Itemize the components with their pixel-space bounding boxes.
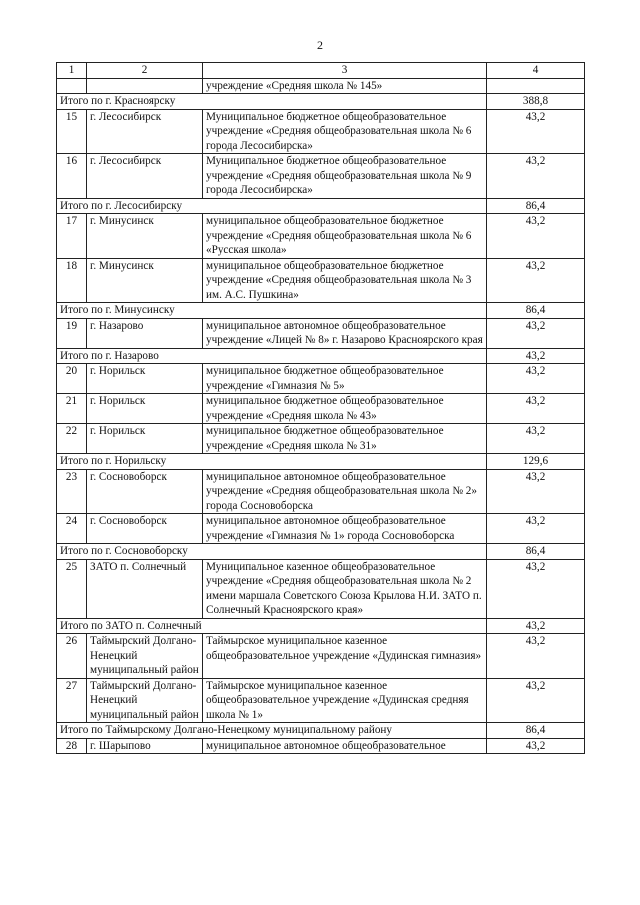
subtotal-label: Итого по Таймырскому Долгано-Ненецкому муниципальному району bbox=[57, 723, 487, 739]
table-row bbox=[57, 634, 585, 679]
row-city: г. Минусинск bbox=[87, 258, 203, 303]
row-institution: муниципальное общеобразовательное бюджетное учреждение «Средняя общеобразовательная школа № 3 им. А.С. Пушкина» bbox=[203, 258, 487, 303]
row-institution: Муниципальное бюджетное общеобразовательное учреждение «Средняя общеобразовательная школа № 9 города Лесосибирска» bbox=[203, 154, 487, 199]
row-value: 43,2 bbox=[487, 214, 585, 259]
row-number: 18 bbox=[57, 258, 87, 303]
subtotal-row bbox=[57, 303, 585, 319]
subtotal-value: 388,8 bbox=[487, 94, 585, 110]
row-number: 28 bbox=[57, 738, 87, 754]
page-number: 2 bbox=[317, 38, 323, 52]
subtotal-row bbox=[57, 454, 585, 470]
row-number: 17 bbox=[57, 214, 87, 259]
row-number: 23 bbox=[57, 469, 87, 514]
subtotal-value: 86,4 bbox=[487, 544, 585, 560]
table-row bbox=[57, 559, 585, 618]
row-city: г. Лесосибирск bbox=[87, 109, 203, 154]
row-value: 43,2 bbox=[487, 559, 585, 618]
subtotal-row bbox=[57, 198, 585, 214]
row-city: г. Норильск bbox=[87, 424, 203, 454]
row-value bbox=[487, 78, 585, 94]
row-number: 24 bbox=[57, 514, 87, 544]
table-row bbox=[57, 678, 585, 723]
subtotal-label: Итого по г. Лесосибирску bbox=[57, 198, 487, 214]
row-value: 43,2 bbox=[487, 154, 585, 199]
table-row bbox=[57, 514, 585, 544]
table-row bbox=[57, 109, 585, 154]
table-row bbox=[57, 318, 585, 348]
row-city: г. Сосновоборск bbox=[87, 514, 203, 544]
row-institution: муниципальное автономное общеобразовательное учреждение «Гимназия № 1» города Сосновоборска bbox=[203, 514, 487, 544]
row-city: г. Назарово bbox=[87, 318, 203, 348]
row-value: 43,2 bbox=[487, 424, 585, 454]
subtotal-value: 86,4 bbox=[487, 723, 585, 739]
header-cell-2: 2 bbox=[87, 63, 203, 79]
row-number: 25 bbox=[57, 559, 87, 618]
row-institution: учреждение «Средняя школа № 145» bbox=[203, 78, 487, 94]
table-row bbox=[57, 214, 585, 259]
row-value: 43,2 bbox=[487, 634, 585, 679]
table-row bbox=[57, 469, 585, 514]
row-number: 15 bbox=[57, 109, 87, 154]
row-institution: Муниципальное казенное общеобразовательное учреждение «Средняя общеобразовательная школа № 2 имени маршала Советского Союза Крылова Н.И. ЗАТО п. Солнечный Красноярского края» bbox=[203, 559, 487, 618]
subtotal-label: Итого по г. Красноярску bbox=[57, 94, 487, 110]
row-city: г. Сосновоборск bbox=[87, 469, 203, 514]
row-institution: Муниципальное бюджетное общеобразовательное учреждение «Средняя общеобразовательная школа № 6 города Лесосибирска» bbox=[203, 109, 487, 154]
row-number: 21 bbox=[57, 394, 87, 424]
subtotal-row bbox=[57, 94, 585, 110]
table-row bbox=[57, 424, 585, 454]
row-institution: муниципальное бюджетное общеобразовательное учреждение «Гимназия № 5» bbox=[203, 364, 487, 394]
row-value: 43,2 bbox=[487, 678, 585, 723]
row-number bbox=[57, 78, 87, 94]
row-city: г. Лесосибирск bbox=[87, 154, 203, 199]
row-city: Таймырский Долгано-Ненецкий муниципальный район bbox=[87, 678, 203, 723]
table-row bbox=[57, 738, 585, 754]
subtotal-label: Итого по г. Назарово bbox=[57, 348, 487, 364]
table-row bbox=[57, 394, 585, 424]
subtotal-value: 43,2 bbox=[487, 618, 585, 634]
allocation-table bbox=[56, 62, 585, 754]
subtotal-label: Итого по г. Сосновоборску bbox=[57, 544, 487, 560]
row-city: г. Шарыпово bbox=[87, 738, 203, 754]
table-row bbox=[57, 154, 585, 199]
row-city: г. Норильск bbox=[87, 394, 203, 424]
row-city: Таймырский Долгано-Ненецкий муниципальный район bbox=[87, 634, 203, 679]
row-institution: Таймырское муниципальное казенное общеобразовательное учреждение «Дудинская гимназия» bbox=[203, 634, 487, 679]
row-city: г. Норильск bbox=[87, 364, 203, 394]
row-value: 43,2 bbox=[487, 738, 585, 754]
subtotal-label: Итого по г. Минусинску bbox=[57, 303, 487, 319]
row-value: 43,2 bbox=[487, 258, 585, 303]
row-institution: муниципальное автономное общеобразовательное учреждение «Средняя общеобразовательная школа № 2» города Сосновоборска bbox=[203, 469, 487, 514]
subtotal-label: Итого по г. Норильску bbox=[57, 454, 487, 470]
subtotal-row bbox=[57, 723, 585, 739]
row-value: 43,2 bbox=[487, 514, 585, 544]
row-value: 43,2 bbox=[487, 364, 585, 394]
row-value: 43,2 bbox=[487, 394, 585, 424]
table-body bbox=[57, 63, 585, 754]
row-number: 16 bbox=[57, 154, 87, 199]
table-row bbox=[57, 258, 585, 303]
subtotal-value: 43,2 bbox=[487, 348, 585, 364]
row-institution: Таймырское муниципальное казенное общеобразовательное учреждение «Дудинская средняя школа № 1» bbox=[203, 678, 487, 723]
row-value: 43,2 bbox=[487, 318, 585, 348]
subtotal-value: 86,4 bbox=[487, 303, 585, 319]
row-number: 20 bbox=[57, 364, 87, 394]
header-cell-3: 3 bbox=[203, 63, 487, 79]
row-city: г. Минусинск bbox=[87, 214, 203, 259]
table-row bbox=[57, 364, 585, 394]
subtotal-value: 86,4 bbox=[487, 198, 585, 214]
row-value: 43,2 bbox=[487, 469, 585, 514]
row-institution: муниципальное бюджетное общеобразовательное учреждение «Средняя школа № 43» bbox=[203, 394, 487, 424]
table-row bbox=[57, 78, 585, 94]
subtotal-row bbox=[57, 544, 585, 560]
row-city bbox=[87, 78, 203, 94]
row-institution: муниципальное общеобразовательное бюджетное учреждение «Средняя общеобразовательная школа № 6 «Русская школа» bbox=[203, 214, 487, 259]
subtotal-row bbox=[57, 348, 585, 364]
row-number: 22 bbox=[57, 424, 87, 454]
row-institution: муниципальное бюджетное общеобразовательное учреждение «Средняя школа № 31» bbox=[203, 424, 487, 454]
row-value: 43,2 bbox=[487, 109, 585, 154]
header-cell-1: 1 bbox=[57, 63, 87, 79]
subtotal-value: 129,6 bbox=[487, 454, 585, 470]
subtotal-label: Итого по ЗАТО п. Солнечный bbox=[57, 618, 487, 634]
subtotal-row bbox=[57, 618, 585, 634]
row-institution: муниципальное автономное общеобразовательное bbox=[203, 738, 487, 754]
row-number: 19 bbox=[57, 318, 87, 348]
row-number: 26 bbox=[57, 634, 87, 679]
header-row bbox=[57, 63, 585, 79]
header-cell-4: 4 bbox=[487, 63, 585, 79]
row-city: ЗАТО п. Солнечный bbox=[87, 559, 203, 618]
row-number: 27 bbox=[57, 678, 87, 723]
row-institution: муниципальное автономное общеобразовательное учреждение «Лицей № 8» г. Назарово Красноярского края bbox=[203, 318, 487, 348]
